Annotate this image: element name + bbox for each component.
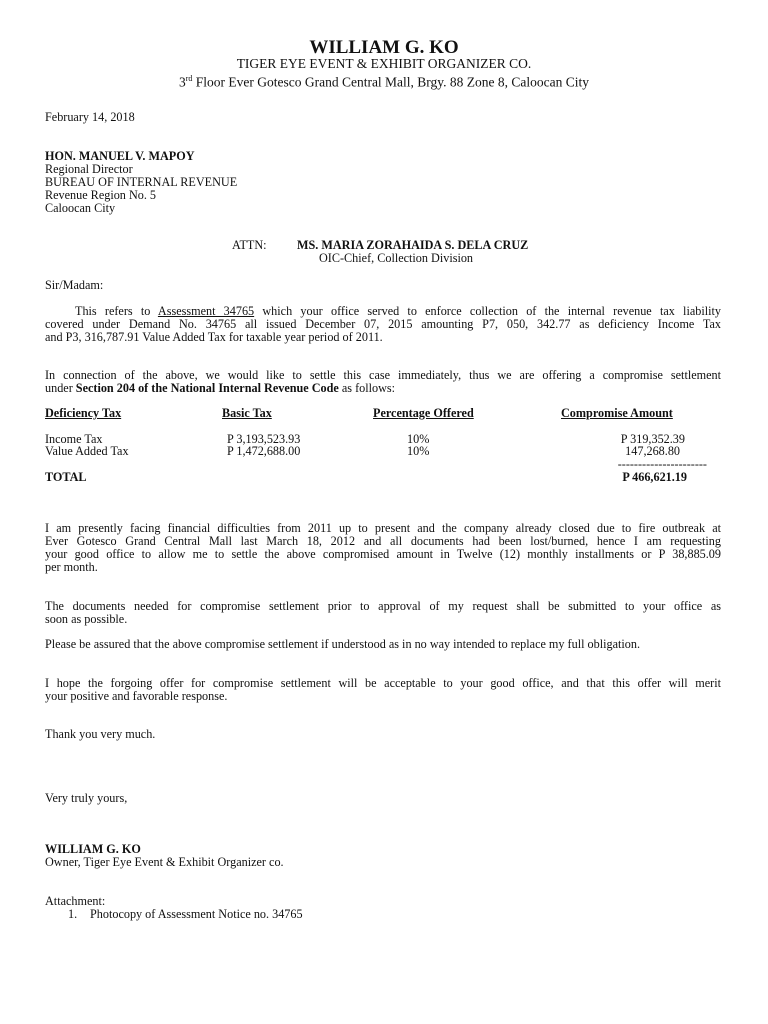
total-label: TOTAL: [45, 470, 87, 484]
paragraph-hardship: [45, 522, 721, 574]
text-run: as follows:: [338, 381, 396, 395]
signer-name: WILLIAM G. KO: [45, 842, 141, 856]
letterhead-name: WILLIAM G. KO: [309, 37, 459, 58]
address-rest: Floor Ever Gotesco Grand Central Mall, Brgy. 88 Zone 8, Caloocan City: [192, 74, 590, 90]
recipient-region: Revenue Region No. 5: [45, 188, 157, 202]
text-run: under: [45, 381, 76, 395]
table-cell: 147,268.80: [625, 444, 680, 458]
paragraph-assurance: Please be assured that the above compromise settlement if understood as in no way intended to replace my full obligation.: [45, 637, 640, 651]
table-cell: 10%: [407, 432, 430, 446]
attachment-item-number: 1.: [68, 907, 78, 921]
recipient-name: HON. MANUEL V. MAPOY: [45, 149, 195, 163]
column-header: Percentage Offered: [373, 406, 474, 420]
paragraph-line: per month.: [45, 560, 98, 574]
recipient-title: Regional Director: [45, 162, 133, 176]
paragraph-line: The documents needed for compromise settlement prior to approval of my request shall be submitted to your office as: [45, 599, 721, 613]
total-rule: ----------------------: [617, 457, 707, 471]
paragraph-documents: [45, 600, 721, 626]
attn-label: ATTN:: [232, 238, 267, 252]
legal-reference: Section 204 of the National Internal Revenue Code: [75, 381, 339, 395]
table-cell: P 319,352.39: [620, 432, 685, 446]
salutation: Sir/Madam:: [45, 278, 104, 292]
table-cell: 10%: [407, 444, 430, 458]
column-header: Deficiency Tax: [45, 406, 122, 420]
attn-title: OIC-Chief, Collection Division: [319, 251, 474, 265]
column-header: Basic Tax: [222, 406, 272, 420]
letterhead-address: [0, 71, 768, 90]
paragraph-offer: [45, 369, 721, 395]
paragraph-line: your good office to allow me to settle the above compromised amount in Twelve (12) monthly installments or P 38,885.09: [45, 547, 721, 561]
signer-title: Owner, Tiger Eye Event & Exhibit Organizer co.: [45, 855, 284, 869]
letterhead-company: TIGER EYE EVENT & EXHIBIT ORGANIZER CO.: [236, 56, 532, 71]
total-value: P 466,621.19: [622, 470, 687, 484]
paragraph-line: your positive and favorable response.: [45, 689, 228, 703]
text-run: which your office served to enforce collection of the internal revenue tax liability: [254, 304, 721, 318]
letter-date: February 14, 2018: [45, 110, 135, 124]
paragraph-line: I am presently facing financial difficulties from 2011 up to present and the company already closed due to fire outbreak at: [45, 521, 721, 535]
paragraph-line: covered under Demand No. 34765 all issued December 07, 2015 amounting P7, 050, 342.77 as deficiency Income Tax: [45, 317, 721, 331]
recipient-city: Caloocan City: [45, 201, 116, 215]
paragraph-line: soon as possible.: [45, 612, 128, 626]
text-run: This refers to: [75, 304, 158, 318]
table-cell: P 3,193,523.93: [227, 432, 301, 446]
assessment-reference: Assessment 34765: [157, 304, 255, 318]
thanks-line: Thank you very much.: [45, 727, 156, 741]
paragraph-line: In connection of the above, we would like to settle this case immediately, thus we are offering a compromise settlement: [45, 368, 721, 382]
attachment-label: Attachment:: [45, 894, 106, 908]
table-cell: Value Added Tax: [45, 444, 129, 458]
paragraph-reference: [45, 305, 721, 344]
paragraph-line: and P3, 316,787.91 Value Added Tax for taxable year period of 2011.: [45, 330, 383, 344]
address-floor-suffix: rd: [185, 74, 193, 83]
attachment-item-text: Photocopy of Assessment Notice no. 34765: [90, 907, 303, 921]
paragraph-line: Ever Gotesco Grand Central Mall last March 18, 2012 and all documents had been lost/burned, hence I am requesting: [45, 534, 721, 548]
closing-line: Very truly yours,: [45, 791, 128, 805]
recipient-agency: BUREAU OF INTERNAL REVENUE: [45, 175, 238, 189]
address-floor-number: 3: [178, 74, 186, 90]
attn-name: MS. MARIA ZORAHAIDA S. DELA CRUZ: [297, 238, 529, 252]
paragraph-hope: [45, 677, 721, 703]
paragraph-line: [45, 382, 721, 395]
paragraph-line: I hope the forgoing offer for compromise settlement will be acceptable to your good office, and that this offer will merit: [45, 676, 721, 690]
column-header: Compromise Amount: [561, 406, 673, 420]
table-cell: P 1,472,688.00: [227, 444, 301, 458]
table-cell: Income Tax: [45, 432, 103, 446]
